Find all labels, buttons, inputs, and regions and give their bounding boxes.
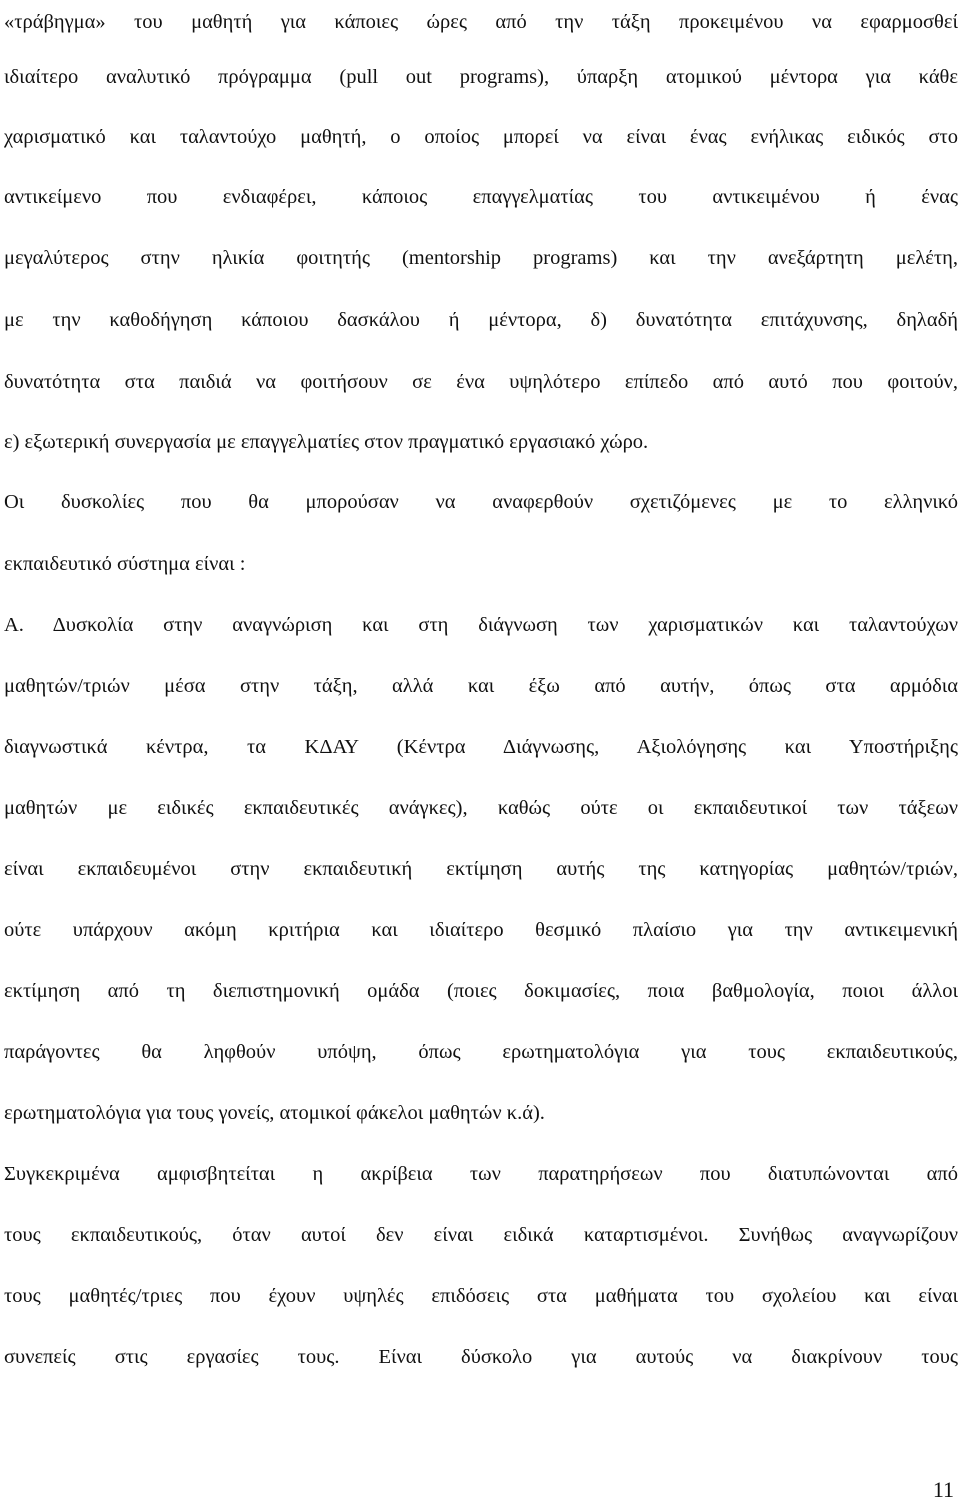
- text-line: ούτε υπάρχουν ακόμη κριτήρια και ιδιαίτερο θεσμικό πλαίσιο για την αντικειμενική: [4, 919, 958, 941]
- text-line: μεγαλύτερος στην ηλικία φοιτητής (mentorship programs) και την ανεξάρτητη μελέτη,: [4, 247, 958, 269]
- document-page: [4, 0, 958, 1508]
- text-line: αντικείμενο που ενδιαφέρει, κάποιος επαγγελματίας του αντικειμένου ή ένας: [4, 186, 958, 208]
- text-line: ε) εξωτερική συνεργασία με επαγγελματίες στον πραγματικό εργασιακό χώρο.: [4, 431, 649, 453]
- text-line: είναι εκπαιδευμένοι στην εκπαιδευτική εκτίμηση αυτής της κατηγορίας μαθητών/τριών,: [4, 858, 958, 880]
- text-line: δυνατότητα στα παιδιά να φοιτήσουν σε ένα υψηλότερο επίπεδο από αυτό που φοιτούν,: [4, 371, 958, 393]
- page-number: 11: [932, 1477, 954, 1502]
- text-line: «τράβηγμα» του μαθητή για κάποιες ώρες από την τάξη προκειμένου να εφαρμοσθεί: [4, 11, 958, 33]
- text-line: διαγνωστικά κέντρα, τα ΚΔΑΥ (Κέντρα Διάγνωσης, Αξιολόγησης και Υποστήριξης: [4, 736, 958, 758]
- text-line: Α. Δυσκολία στην αναγνώριση και στη διάγνωση των χαρισματικών και ταλαντούχων: [4, 614, 958, 636]
- text-line: χαρισματικό και ταλαντούχο μαθητή, ο οποίος μπορεί να είναι ένας ενήλικας ειδικός στο: [4, 126, 958, 148]
- text-line: παράγοντες θα ληφθούν υπόψη, όπως ερωτηματολόγια για τους εκπαιδευτικούς,: [4, 1041, 958, 1063]
- text-line: Οι δυσκολίες που θα μπορούσαν να αναφερθούν σχετιζόμενες με το ελληνικό: [4, 491, 958, 513]
- text-line: εκπαιδευτικό σύστημα είναι :: [4, 553, 246, 575]
- text-line: Συγκεκριμένα αμφισβητείται η ακρίβεια των παρατηρήσεων που διατυπώνονται από: [4, 1163, 958, 1185]
- text-line: τους μαθητές/τριες που έχουν υψηλές επιδόσεις στα μαθήματα του σχολείου και είναι: [4, 1285, 958, 1307]
- text-line: εκτίμηση από τη διεπιστημονική ομάδα (ποιες δοκιμασίες, ποια βαθμολογία, ποιοι άλλοι: [4, 980, 958, 1002]
- text-line: συνεπείς στις εργασίες τους. Είναι δύσκολο για αυτούς να διακρίνουν τους: [4, 1346, 958, 1368]
- text-line: ερωτηματολόγια για τους γονείς, ατομικοί φάκελοι μαθητών κ.ά).: [4, 1102, 545, 1124]
- text-line: μαθητών με ειδικές εκπαιδευτικές ανάγκες), καθώς ούτε οι εκπαιδευτικοί των τάξεων: [4, 797, 958, 819]
- text-line: ιδιαίτερο αναλυτικό πρόγραμμα (pull out programs), ύπαρξη ατομικού μέντορα για κάθε: [4, 66, 958, 88]
- text-line: με την καθοδήγηση κάποιου δασκάλου ή μέντορα, δ) δυνατότητα επιτάχυνσης, δηλαδή: [4, 309, 958, 331]
- text-line: μαθητών/τριών μέσα στην τάξη, αλλά και έξω από αυτήν, όπως στα αρμόδια: [4, 675, 958, 697]
- text-line: τους εκπαιδευτικούς, όταν αυτοί δεν είναι ειδικά καταρτισμένοι. Συνήθως αναγνωρίζουν: [4, 1224, 958, 1246]
